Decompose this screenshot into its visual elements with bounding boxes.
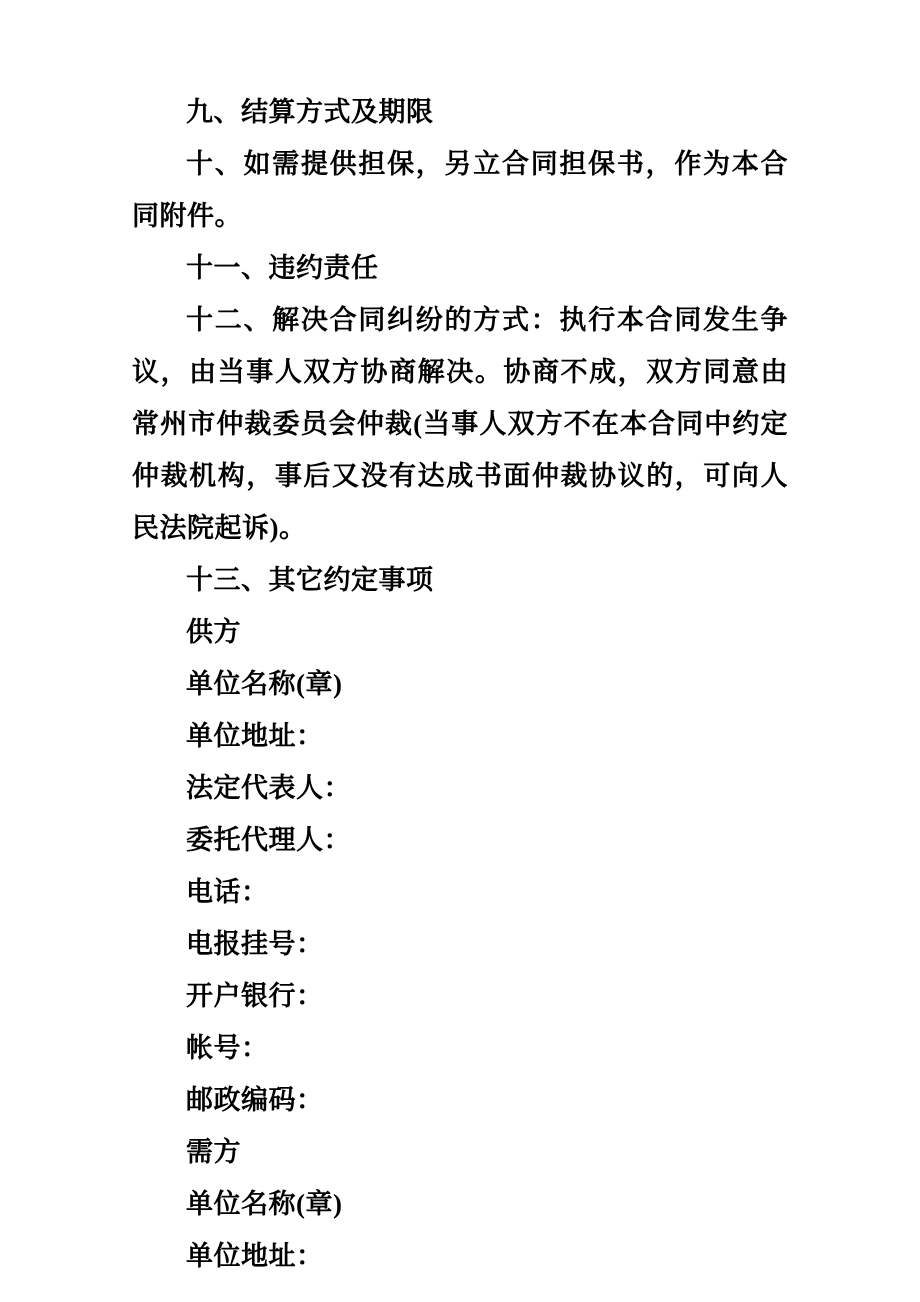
- paragraph-supplier-bank: 开户银行：: [186, 981, 324, 1011]
- paragraph-supplier-legal-rep: 法定代表人：: [186, 773, 351, 803]
- paragraph-supplier-agent: 委托代理人：: [186, 825, 351, 855]
- paragraph-2: 十、如需提供担保，另立合同担保书，作为本合同附件。: [132, 149, 788, 231]
- paragraph-5: 十三、其它约定事项: [186, 565, 434, 595]
- paragraph-buyer-unit-name: 单位名称(章): [186, 1189, 343, 1219]
- paragraph-supplier-telegraph: 电报挂号：: [186, 929, 324, 959]
- paragraph-supplier-postcode: 邮政编码：: [186, 1085, 324, 1115]
- paragraph-supplier-account: 帐号：: [186, 1033, 269, 1063]
- paragraph-1: 九、结算方式及期限: [186, 97, 434, 127]
- paragraph-supplier-phone: 电话：: [186, 877, 269, 907]
- paragraph-buyer-address: 单位地址：: [186, 1241, 324, 1271]
- paragraph-supplier-unit-name: 单位名称(章): [186, 669, 343, 699]
- paragraph-buyer-heading: 需方: [186, 1137, 241, 1167]
- paragraph-supplier-heading: 供方: [186, 617, 241, 647]
- document-body: [132, 86, 788, 1282]
- paragraph-supplier-address: 单位地址：: [186, 721, 324, 751]
- paragraph-4: 十二、解决合同纠纷的方式：执行本合同发生争议，由当事人双方协商解决。协商不成，双方同意由常州市仲裁委员会仲裁(当事人双方不在本合同中约定仲裁机构，事后又没有达成书面仲裁协议的，可向人民法院起诉)。: [132, 305, 788, 543]
- paragraph-3: 十一、违约责任: [186, 253, 379, 283]
